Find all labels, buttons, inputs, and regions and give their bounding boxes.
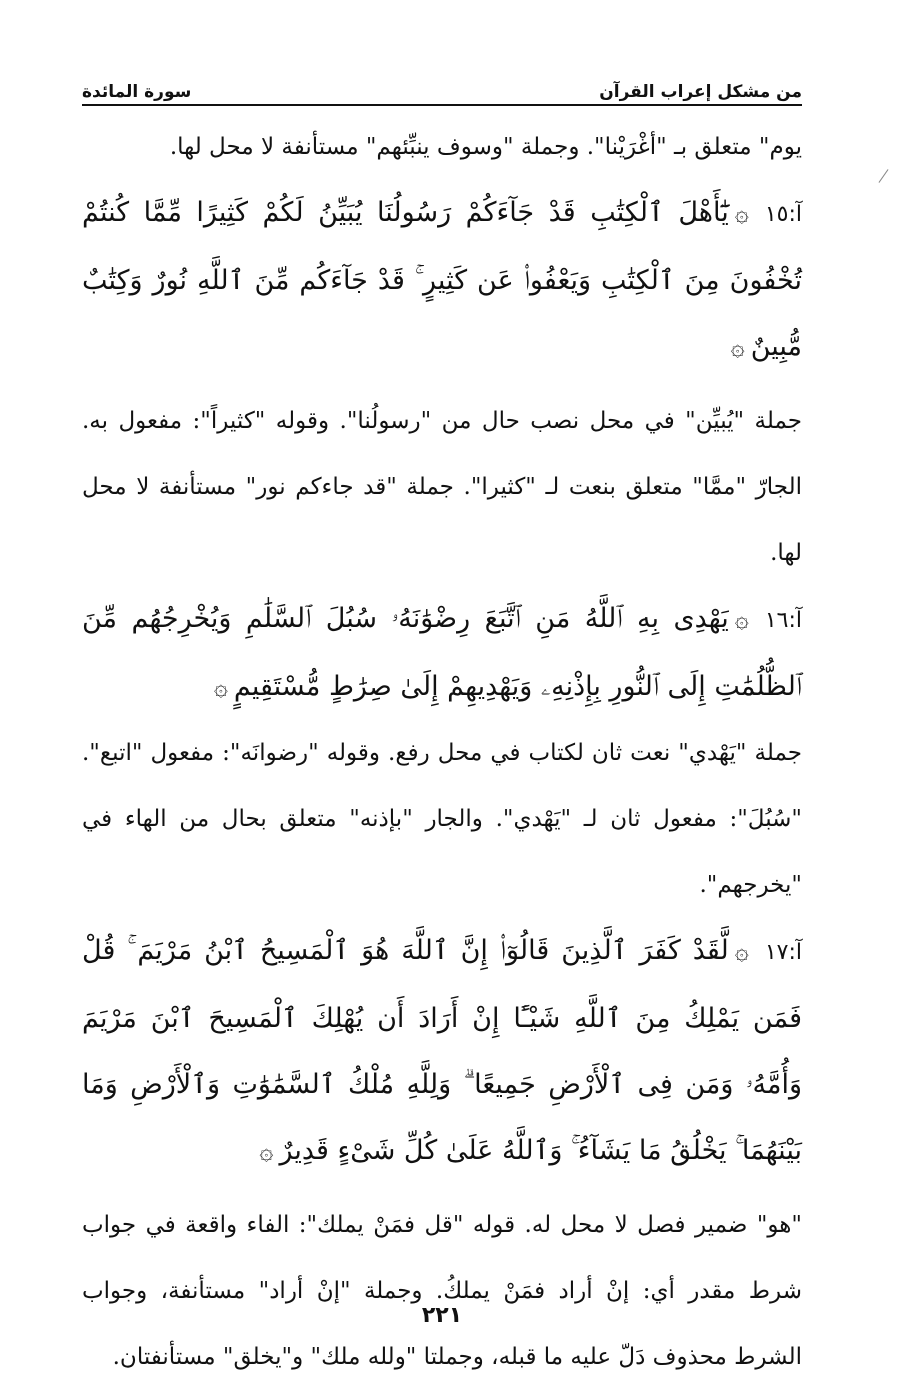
quran-verse-15: [82, 180, 802, 380]
commentary-paragraph: "هو" ضمير فصل لا محل له. قوله "قل فمَنْ يملك": الفاء واقعة في جواب شرط مقدر أي: إنْ أراد فمَنْ يملكُ. وجملة "إنْ أراد" مستأنفة، وجواب الشرط محذوف دَلّ عليه ما قبله، وجملتا "ولله ملك" و"يخلق" مستأنفتان.: [82, 1212, 802, 1370]
verse-open-ornament: ۞: [734, 937, 749, 965]
verse-text: يَهْدِى بِهِ ٱللَّهُ مَنِ ٱتَّبَعَ رِضْوَٰنَهُۥ سُبُلَ ٱلسَّلَٰمِ وَيُخْرِجُهُم مِّنَ ٱلظُّلُمَٰتِ إِلَى ٱلنُّورِ بِإِذْنِهِۦ وَيَهْدِيهِمْ إِلَىٰ صِرَٰطٍ مُّسْتَقِيمٍ: [82, 603, 802, 702]
verse-open-ornament: ۞: [734, 199, 749, 227]
verse-text: لَّقَدْ كَفَرَ ٱلَّذِينَ قَالُوٓا۟ إِنَّ ٱللَّهَ هُوَ ٱلْمَسِيحُ ٱبْنُ مَرْيَمَ ۚ قُلْ فَمَن يَمْلِكُ مِنَ ٱللَّهِ شَيْـًٔا إِنْ أَرَادَ أَن يُهْلِكَ ٱلْمَسِيحَ ٱبْنَ مَرْيَمَ وَأُمَّهُۥ وَمَن فِى ٱلْأَرْضِ جَمِيعًا ۗ وَلِلَّهِ مُلْكُ ٱلسَّمَٰوَٰتِ وَٱلْأَرْضِ وَمَا بَيْنَهُمَا ۚ يَخْلُقُ مَا يَشَآءُ ۚ وَٱللَّهُ عَلَىٰ كُلِّ شَىْءٍ قَدِيرٌ: [82, 935, 802, 1166]
book-page: [82, 58, 802, 1370]
verse-text: يَٰٓأَهْلَ ٱلْكِتَٰبِ قَدْ جَآءَكُمْ رَسُولُنَا يُبَيِّنُ لَكُمْ كَثِيرًا مِّمَّا كُنتُمْ تُخْفُونَ مِنَ ٱلْكِتَٰبِ وَيَعْفُوا۟ عَن كَثِيرٍ ۚ قَدْ جَآءَكُم مِّنَ ٱللَّهِ نُورٌ وَكِتَٰبٌ مُّبِينٌ: [82, 197, 802, 362]
commentary-paragraph: جملة "يُبيِّن" في محل نصب حال من "رسولُنا". وقوله "كثيراً": مفعول به. الجارّ "ممَّا" متعلق بنعت لـ "كثيرا". جملة "قد جاءكم نور" مستأنفة لا محل لها.: [82, 408, 802, 566]
quran-verse-17: [82, 918, 802, 1184]
page-number: ٢٢١: [421, 1303, 463, 1328]
verse-close-ornament: ۞: [259, 1137, 274, 1165]
commentary-paragraph: يوم" متعلق بـ "أغْرَيْنا". وجملة "وسوف ينبِّئهم" مستأنفة لا محل لها.: [169, 134, 802, 160]
running-header: [82, 72, 802, 102]
verse-close-ornament: ۞: [213, 673, 228, 701]
verse-reference: آ:١٥: [764, 202, 802, 227]
verse-close-ornament: ۞: [730, 333, 745, 361]
quran-verse-16: [82, 586, 802, 720]
verse-reference: آ:١٦: [764, 608, 802, 633]
surah-title: سورة المائدة: [82, 82, 192, 102]
stray-pen-mark: [879, 169, 889, 183]
book-title: من مشكل إعراب القرآن: [599, 82, 802, 102]
verse-open-ornament: ۞: [734, 605, 749, 633]
verse-reference: آ:١٧: [764, 940, 802, 965]
header-rule: [82, 104, 802, 106]
page-content: [82, 114, 802, 1390]
commentary-paragraph: جملة "يَهْدي" نعت ثان لكتاب في محل رفع. وقوله "رضوانَه": مفعول "اتبع". "سُبُلَ": مفعول ثان لـ "يَهْدي". والجار "بإذنه" متعلق بحال من الهاء في "يخرجهم".: [82, 740, 802, 898]
